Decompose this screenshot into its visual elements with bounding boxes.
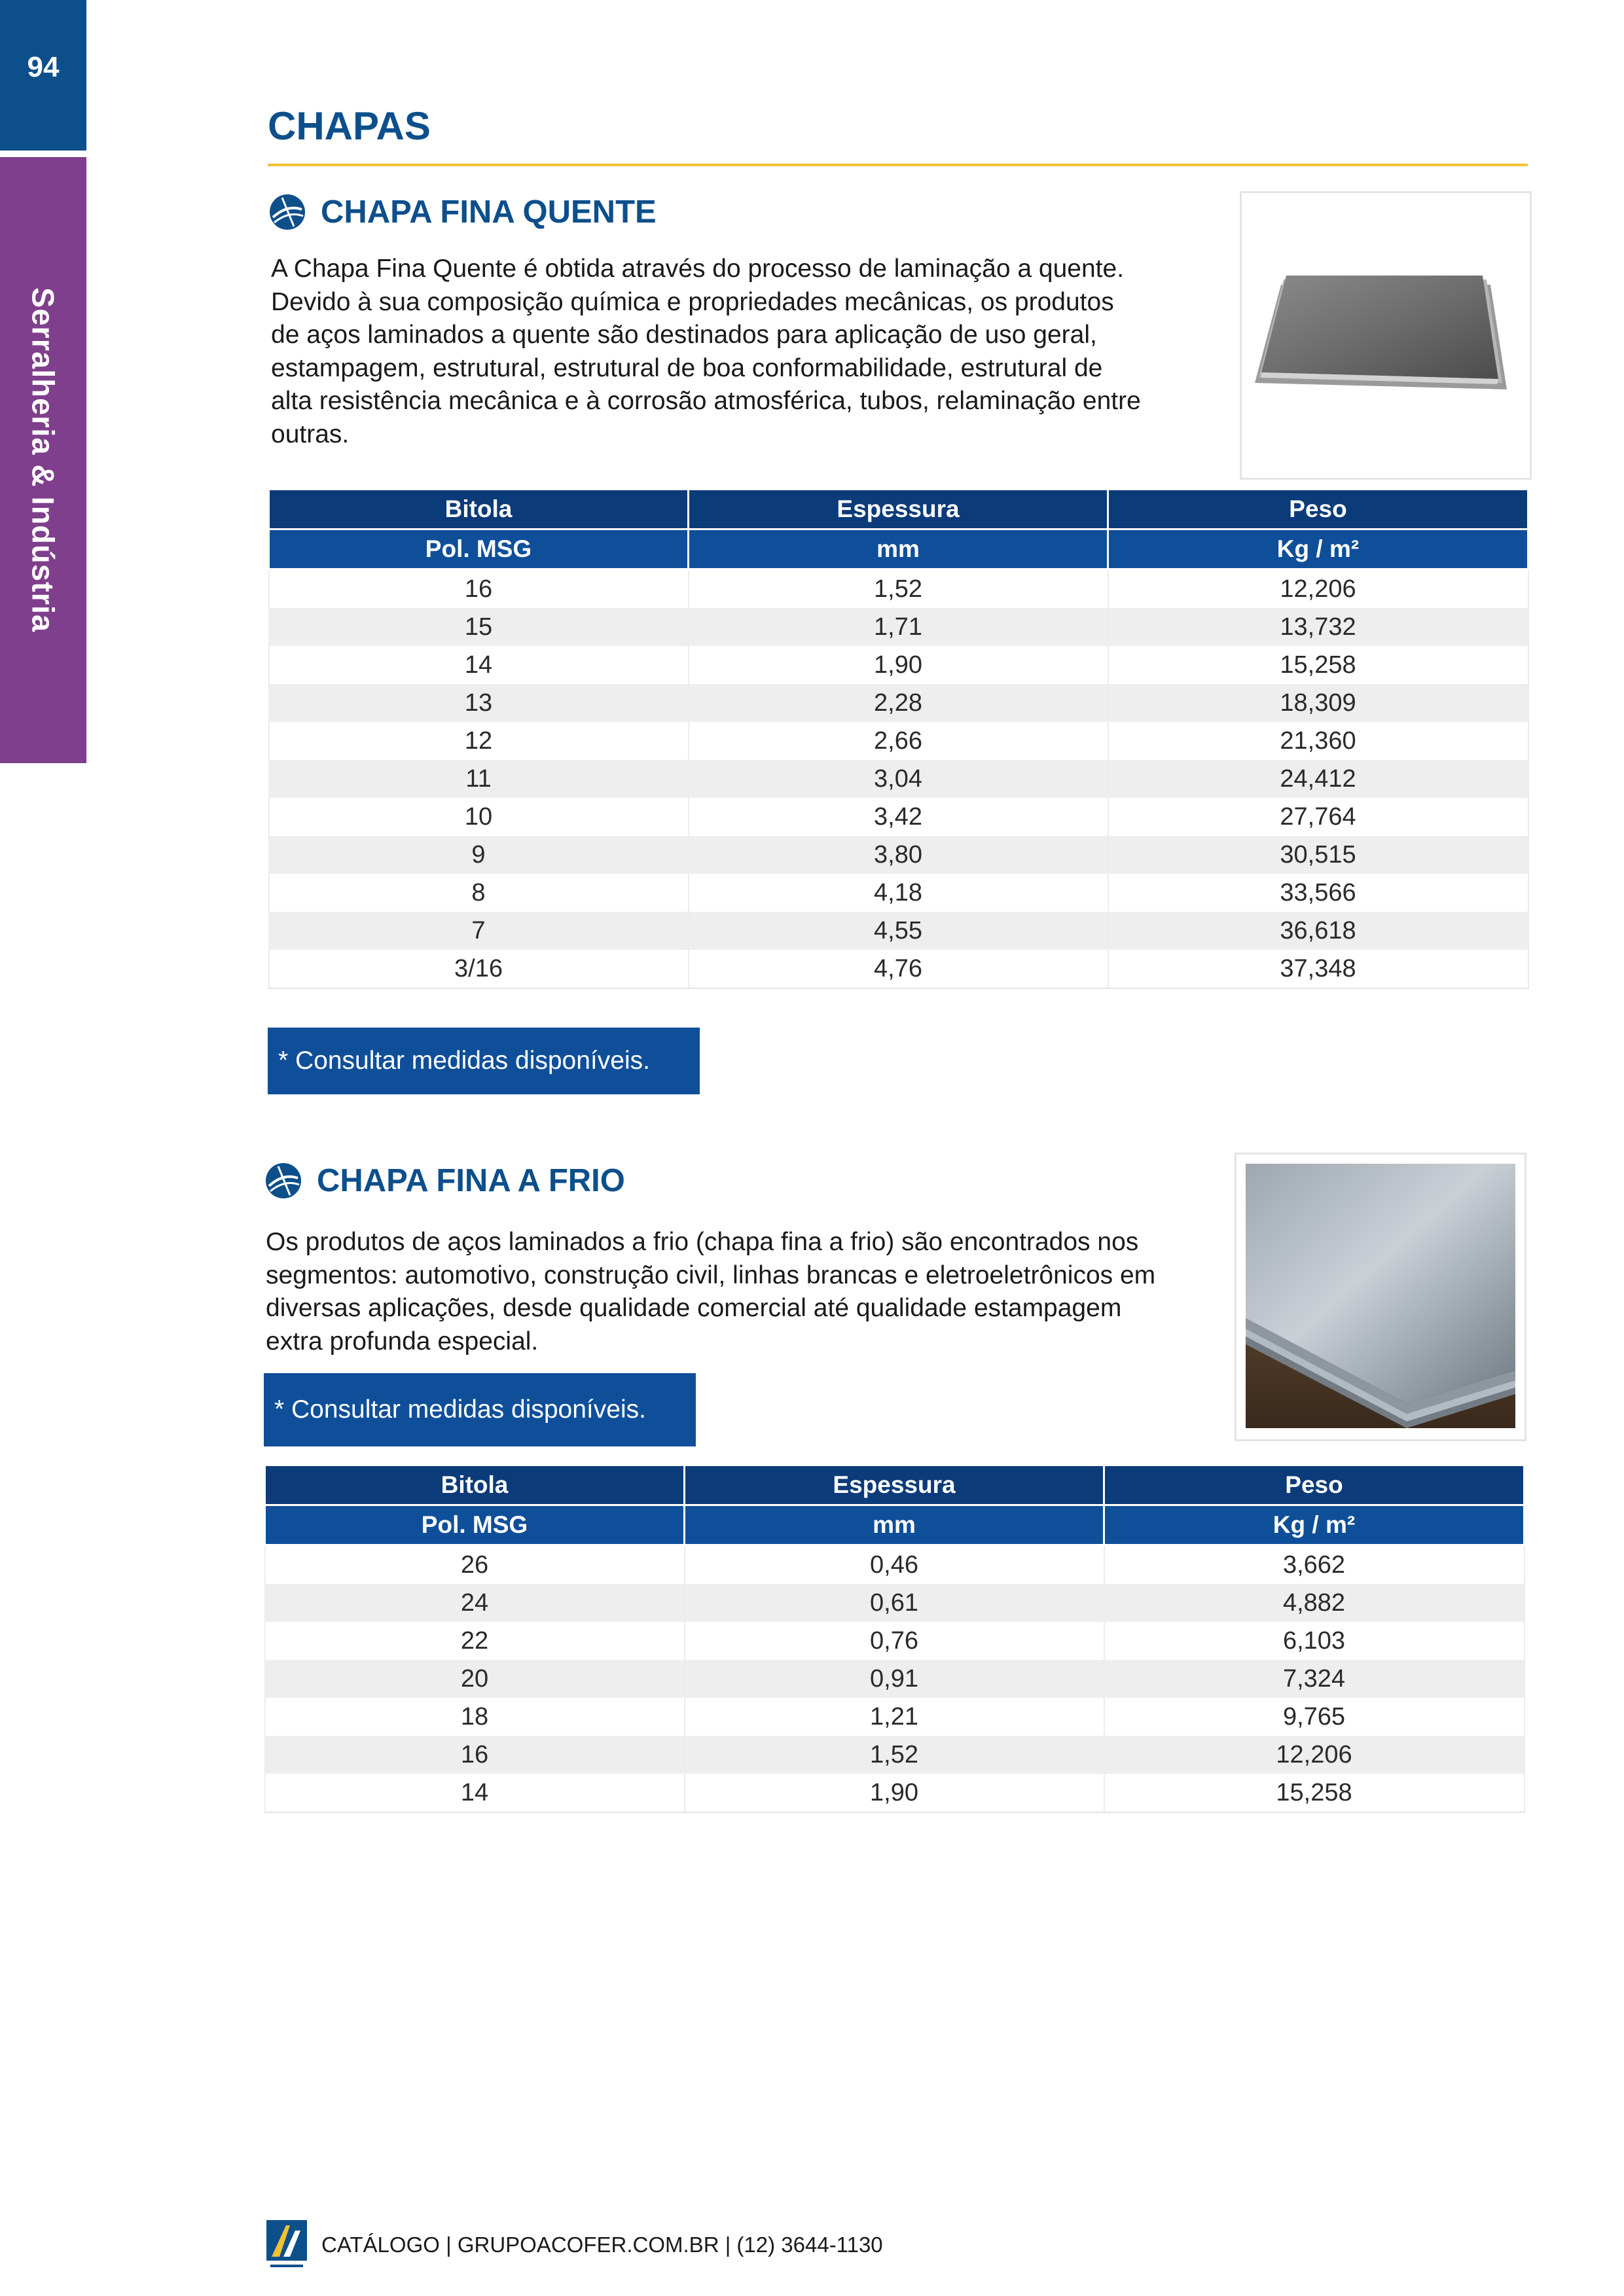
cell-bitola: 24: [265, 1584, 685, 1622]
section-description: Os produtos de aços laminados a frio (chapa fina a frio) são encontrados nos segmentos: automotivo, construção civil, linhas brancas e eletroeletrônicos em diversas aplicações, desde qualidade comercial até qualidade estampagem extra profunda especial.: [266, 1228, 1156, 1355]
cell-peso: 18,309: [1108, 684, 1528, 722]
table-row: [265, 1736, 1525, 1774]
availability-note: * Consultar medidas disponíveis.: [264, 1373, 696, 1446]
cell-bitola: 14: [265, 1774, 685, 1812]
side-category: [0, 157, 86, 763]
cell-espessura: 4,55: [689, 912, 1108, 950]
cell-bitola: 8: [269, 874, 689, 912]
table-row: [269, 569, 1528, 609]
cell-bitola: 26: [265, 1545, 685, 1585]
subheader-mm: mm: [685, 1505, 1104, 1545]
table-row: [269, 608, 1528, 646]
cell-peso: 21,360: [1108, 722, 1528, 760]
cell-espessura: 1,71: [689, 608, 1108, 646]
page-title: CHAPAS: [268, 104, 431, 148]
table-row: [265, 1774, 1525, 1812]
table-row: [269, 874, 1528, 912]
cell-bitola: 9: [269, 836, 689, 874]
header-bitola: Bitola: [269, 490, 689, 529]
table-row: [269, 912, 1528, 950]
cell-espessura: 0,91: [685, 1660, 1104, 1698]
table-row: [269, 950, 1528, 988]
cell-bitola: 12: [269, 722, 689, 760]
cell-espessura: 1,90: [685, 1774, 1104, 1812]
header-espessura: Espessura: [689, 490, 1108, 529]
cell-peso: 7,324: [1104, 1660, 1525, 1698]
cell-peso: 6,103: [1104, 1622, 1525, 1660]
cell-bitola: 10: [269, 798, 689, 836]
subheader-kg-m2: Kg / m²: [1108, 529, 1528, 569]
subheader-pol-msg: Pol. MSG: [269, 529, 689, 569]
cell-peso: 37,348: [1108, 950, 1528, 988]
section-title-chapa-fina-quente: CHAPA FINA QUENTE: [321, 194, 657, 230]
cold-rolled-sheet-image: [1235, 1153, 1526, 1441]
header-peso: Peso: [1108, 490, 1528, 529]
cell-peso: 9,765: [1104, 1698, 1525, 1736]
title-divider: [268, 164, 1528, 166]
cell-espessura: 1,52: [689, 569, 1108, 609]
cell-peso: 33,566: [1108, 874, 1528, 912]
footer-contact: CATÁLOGO | GRUPOACOFER.COM.BR | (12) 3644-1130: [321, 2233, 883, 2257]
page-number: 94: [27, 51, 60, 83]
table-row: [269, 760, 1528, 798]
table-row: [265, 1545, 1525, 1585]
cell-bitola: 13: [269, 684, 689, 722]
cell-peso: 27,764: [1108, 798, 1528, 836]
company-logo: [266, 2220, 307, 2273]
table-row: [265, 1660, 1525, 1698]
cell-bitola: 7: [269, 912, 689, 950]
section-description: A Chapa Fina Quente é obtida através do processo de laminação a quente. Devido à sua composição química e propriedades mecânicas, os produtos de aços laminados a quente são destinados para aplicação de uso geral, estampagem, estrutural, estrutural de boa conformabilidade, estrutural de alta resistência mecânica e à corrosão atmosférica, tubos, relaminação entre outras.: [271, 255, 1141, 448]
cell-espessura: 1,52: [685, 1736, 1104, 1774]
table-row: [269, 646, 1528, 684]
subheader-pol-msg: Pol. MSG: [265, 1505, 685, 1545]
table-row: [269, 836, 1528, 874]
cell-peso: 4,882: [1104, 1584, 1525, 1622]
cell-bitola: 20: [265, 1660, 685, 1698]
table-row: [269, 684, 1528, 722]
steel-globe-icon: [268, 192, 307, 232]
table-row: [269, 722, 1528, 760]
cell-peso: 24,412: [1108, 760, 1528, 798]
availability-note: * Consultar medidas disponíveis.: [268, 1028, 700, 1094]
section-title-chapa-fina-a-frio: CHAPA FINA A FRIO: [317, 1163, 625, 1198]
cold-sheet-table: [264, 1464, 1525, 1813]
cell-bitola: 15: [269, 608, 689, 646]
cell-peso: 12,206: [1108, 569, 1528, 609]
cell-espessura: 1,90: [689, 646, 1108, 684]
header-peso: Peso: [1104, 1465, 1525, 1505]
cell-espessura: 3,80: [689, 836, 1108, 874]
strip-divider: [0, 151, 86, 157]
cell-bitola: 16: [269, 569, 689, 609]
cell-espessura: 0,46: [685, 1545, 1104, 1585]
cell-bitola: 3/16: [269, 950, 689, 988]
cell-bitola: 22: [265, 1622, 685, 1660]
cell-bitola: 11: [269, 760, 689, 798]
table-row: [269, 798, 1528, 836]
cell-espessura: 0,76: [685, 1622, 1104, 1660]
cell-espessura: 2,28: [689, 684, 1108, 722]
cell-espessura: 3,42: [689, 798, 1108, 836]
subheader-kg-m2: Kg / m²: [1104, 1505, 1525, 1545]
cell-bitola: 18: [265, 1698, 685, 1736]
table-row: [265, 1622, 1525, 1660]
cell-espessura: 3,04: [689, 760, 1108, 798]
cell-espessura: 0,61: [685, 1584, 1104, 1622]
cell-peso: 30,515: [1108, 836, 1528, 874]
cell-peso: 15,258: [1104, 1774, 1525, 1812]
cell-espessura: 1,21: [685, 1698, 1104, 1736]
subheader-mm: mm: [689, 529, 1108, 569]
hot-rolled-sheet-image: [1240, 191, 1532, 480]
header-espessura: Espessura: [685, 1465, 1104, 1505]
cell-peso: 36,618: [1108, 912, 1528, 950]
header-bitola: Bitola: [265, 1465, 685, 1505]
cell-peso: 15,258: [1108, 646, 1528, 684]
cell-espessura: 2,66: [689, 722, 1108, 760]
cell-peso: 13,732: [1108, 608, 1528, 646]
hot-sheet-table: [268, 488, 1529, 989]
table-row: [265, 1584, 1525, 1622]
side-category-label: Serralheria & Indústria: [26, 287, 61, 633]
cell-bitola: 16: [265, 1736, 685, 1774]
cell-peso: 12,206: [1104, 1736, 1525, 1774]
cell-espessura: 4,76: [689, 950, 1108, 988]
cell-peso: 3,662: [1104, 1545, 1525, 1585]
table-row: [265, 1698, 1525, 1736]
cell-bitola: 14: [269, 646, 689, 684]
steel-globe-icon: [264, 1161, 303, 1200]
cell-espessura: 4,18: [689, 874, 1108, 912]
